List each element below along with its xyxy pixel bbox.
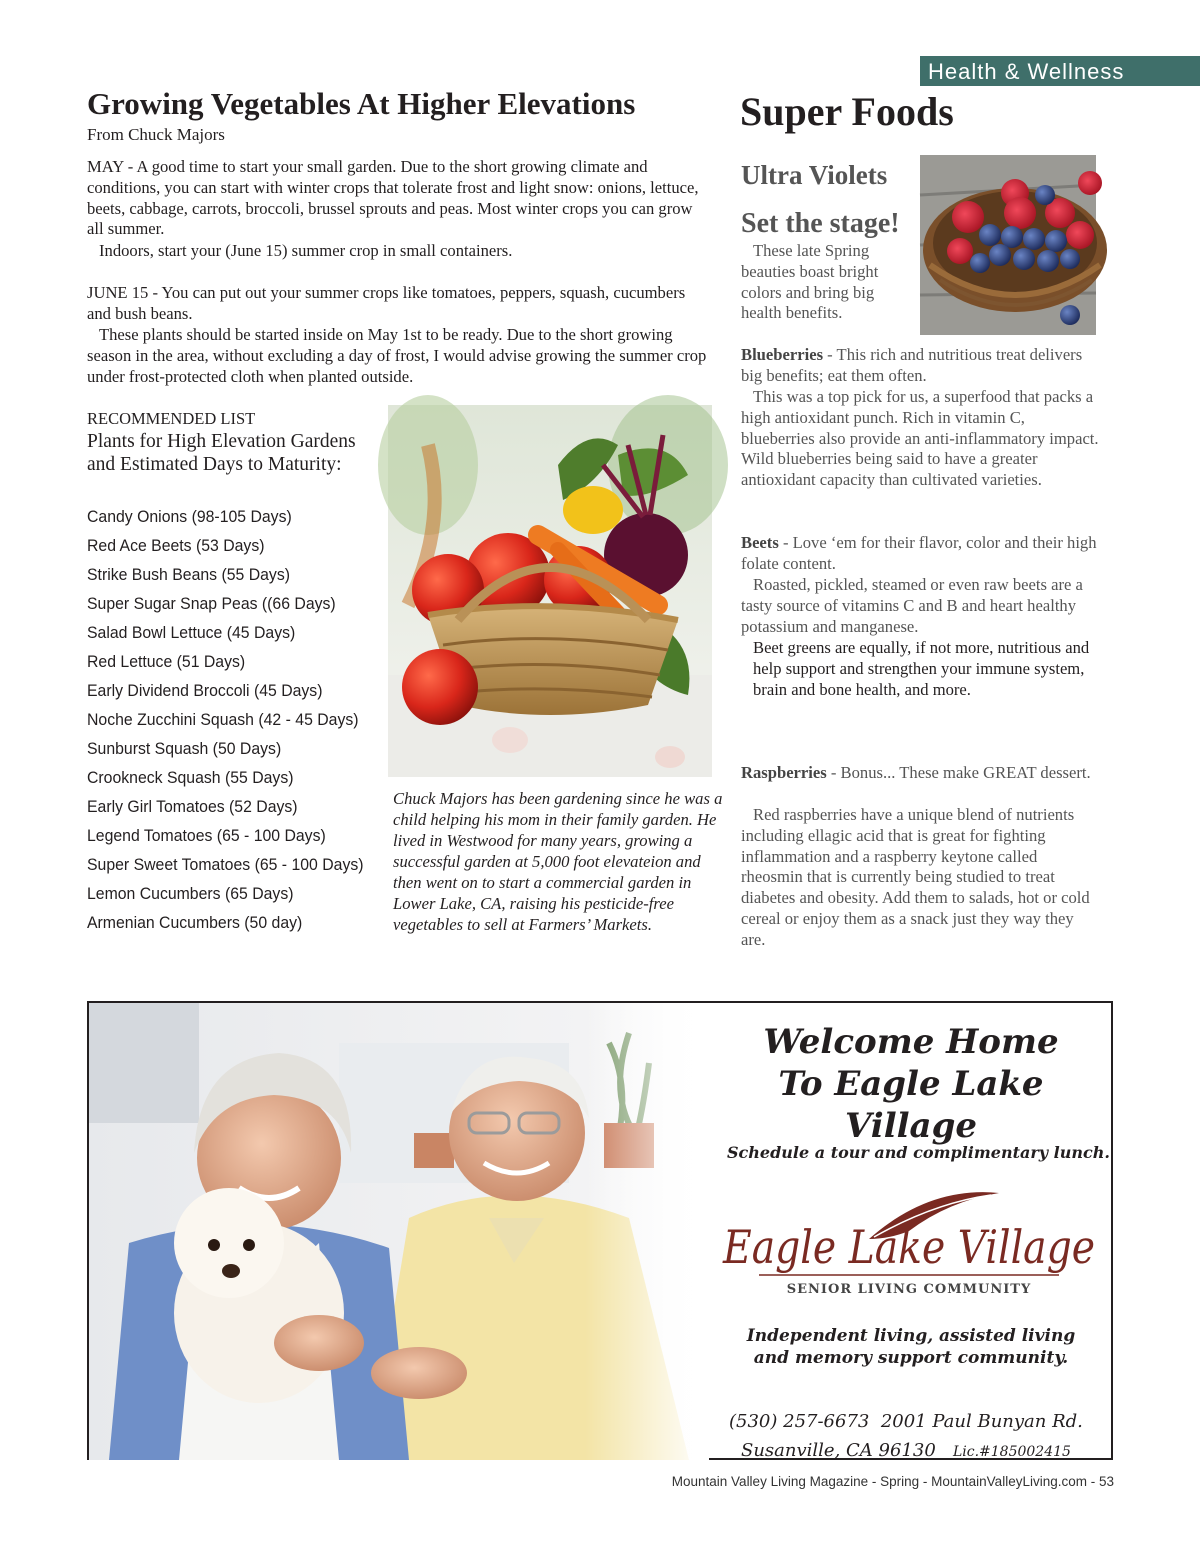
started-paragraph: These plants should be started inside on May 1st to be ready. Due to the short growing season in the area, without excluding a day of frost, I would advise growing the summer crop under frost-protected cloth when planted outside. [87, 325, 707, 386]
plant-item: Sunburst Squash (50 Days) [87, 739, 282, 758]
raspberries-lead: - Bonus... These make GREAT dessert. [826, 763, 1091, 782]
ad-address: 2001 Paul Bunyan Rd. [880, 1411, 1083, 1432]
beets-greens-paragraph: Beet greens are equally, if not more, nutritious and help support and strengthen your immune system, brain and bone health, and more. [753, 638, 1090, 699]
ad-description-line2: and memory support community. [753, 1348, 1069, 1368]
raspberries-paragraph [741, 763, 1101, 784]
plant-item: Armenian Cucumbers (50 day) [87, 913, 303, 932]
senior-couple-photo [89, 1003, 709, 1460]
plant-list [87, 504, 384, 939]
intro-paragraph: These late Spring beauties boast bright colors and bring big health benefits. [741, 241, 879, 323]
ad-schedule-text: Schedule a tour and complimentary lunch. [727, 1143, 1110, 1162]
ad-title-line1: Welcome Home [763, 1022, 1059, 1062]
beets-body: Roasted, pickled, steamed or even raw beets are a tasty source of vitamins C and B and heart healthy potassium and manganese. [741, 575, 1083, 636]
set-the-stage-heading: Set the stage! [741, 208, 900, 239]
ultra-violets-subtitle: Ultra Violets [741, 160, 888, 190]
plant-item: Early Girl Tomatoes (52 Days) [87, 797, 298, 816]
recommended-heading: Plants for High Elevation Gardens and Estimated Days to Maturity: [87, 431, 356, 475]
plant-item: Lemon Cucumbers (65 Days) [87, 884, 294, 903]
blueberries-paragraph [741, 345, 1101, 387]
eagle-lake-village-logo [719, 1191, 1099, 1301]
raspberries-name: Raspberries [741, 763, 827, 782]
ad-phone: (530) 257-6673 [729, 1411, 870, 1432]
plant-item: Red Ace Beets (53 Days) [87, 536, 265, 555]
eagle-lake-village-ad [87, 1001, 1113, 1460]
raspberries-body: Red raspberries have a unique blend of nutrients including ellagic acid that is great for fighting inflammation and a raspberry keytone called rheosmin that is currently being studied to treat diabetes and obesity. Add them to salads, hot or cold cereal or enjoy them as a snack just they way they are. [741, 805, 1090, 949]
ad-license: Lic.#185002415 [952, 1444, 1071, 1460]
plant-item: Candy Onions (98-105 Days) [87, 507, 292, 526]
logo-tagline: SENIOR LIVING COMMUNITY [786, 1282, 1032, 1297]
ad-title-line2: To Eagle Lake Village [778, 1064, 1044, 1146]
plant-item: Legend Tomatoes (65 - 100 Days) [87, 826, 326, 845]
berry-basket-photo [920, 155, 1096, 335]
june-paragraph: JUNE 15 - You can put out your summer crops like tomatoes, peppers, squash, cucumbers and bush beans. [87, 283, 686, 323]
ad-title [721, 1021, 1101, 1147]
beets-paragraph [741, 533, 1101, 575]
article-byline: From Chuck Majors [87, 125, 225, 144]
plant-item: Noche Zucchini Squash (42 - 45 Days) [87, 710, 359, 729]
article-title: Growing Vegetables At Higher Elevations [87, 86, 636, 121]
beets-name: Beets [741, 533, 779, 552]
page-footer: Mountain Valley Living Magazine - Spring - MountainValleyLiving.com - 53 [671, 1474, 1114, 1489]
plant-item: Strike Bush Beans (55 Days) [87, 565, 290, 584]
ad-description-line1: Independent living, assisted living [746, 1326, 1076, 1346]
photo-caption: Chuck Majors has been gardening since he was a child helping his mom in their family garden. He lived in Westwood for many years, growing a successful garden at 5,000 foot elevateion and then went on to start a commercial garden in Lower Lake, CA, raising his pesticide-free vegetables to sell at Farmers’ Markets. [393, 789, 723, 934]
blueberries-name: Blueberries [741, 345, 824, 364]
plant-item: Super Sugar Snap Peas ((66 Days) [87, 594, 336, 613]
plant-item: Super Sweet Tomatoes (65 - 100 Days) [87, 855, 364, 874]
recommended-label: RECOMMENDED LIST [87, 409, 256, 428]
super-foods-title: Super Foods [740, 89, 954, 134]
ad-city: Susanville, CA 96130 [741, 1440, 936, 1461]
ad-contact [729, 1407, 1083, 1467]
plant-item: Red Lettuce (51 Days) [87, 652, 246, 671]
ad-description [721, 1325, 1101, 1369]
section-label: Health & Wellness [920, 56, 1200, 86]
vegetable-basket-photo [388, 405, 712, 777]
plant-item: Salad Bowl Lettuce (45 Days) [87, 623, 296, 642]
beets-lead: - Love ‘em for their flavor, color and their high folate content. [741, 533, 1097, 573]
blueberries-lead: - This rich and nutritious treat delivers big benefits; eat them often. [741, 345, 1083, 385]
blueberries-body: This was a top pick for us, a superfood that packs a high antioxidant punch. Rich in vitamin C, blueberries also provide an anti-inflammatory impact. Wild blueberries being said to have a greater antioxidant capacity than cultivated varieties. [741, 387, 1099, 490]
may-paragraph: MAY - A good time to start your small garden. Due to the short growing climate and conditions, you can start with winter crops that tolerate frost and light snow: onions, lettuce, beets, cabbage, carrots, broccoli, brussel sprouts and peas. Most winter crops you can grow all summer. [87, 157, 699, 239]
plant-item: Early Dividend Broccoli (45 Days) [87, 681, 323, 700]
logo-wordmark: Eagle Lake Village [722, 1220, 1095, 1274]
indoors-paragraph: Indoors, start your (June 15) summer crop in small containers. [99, 241, 513, 260]
plant-item: Crookneck Squash (55 Days) [87, 768, 294, 787]
